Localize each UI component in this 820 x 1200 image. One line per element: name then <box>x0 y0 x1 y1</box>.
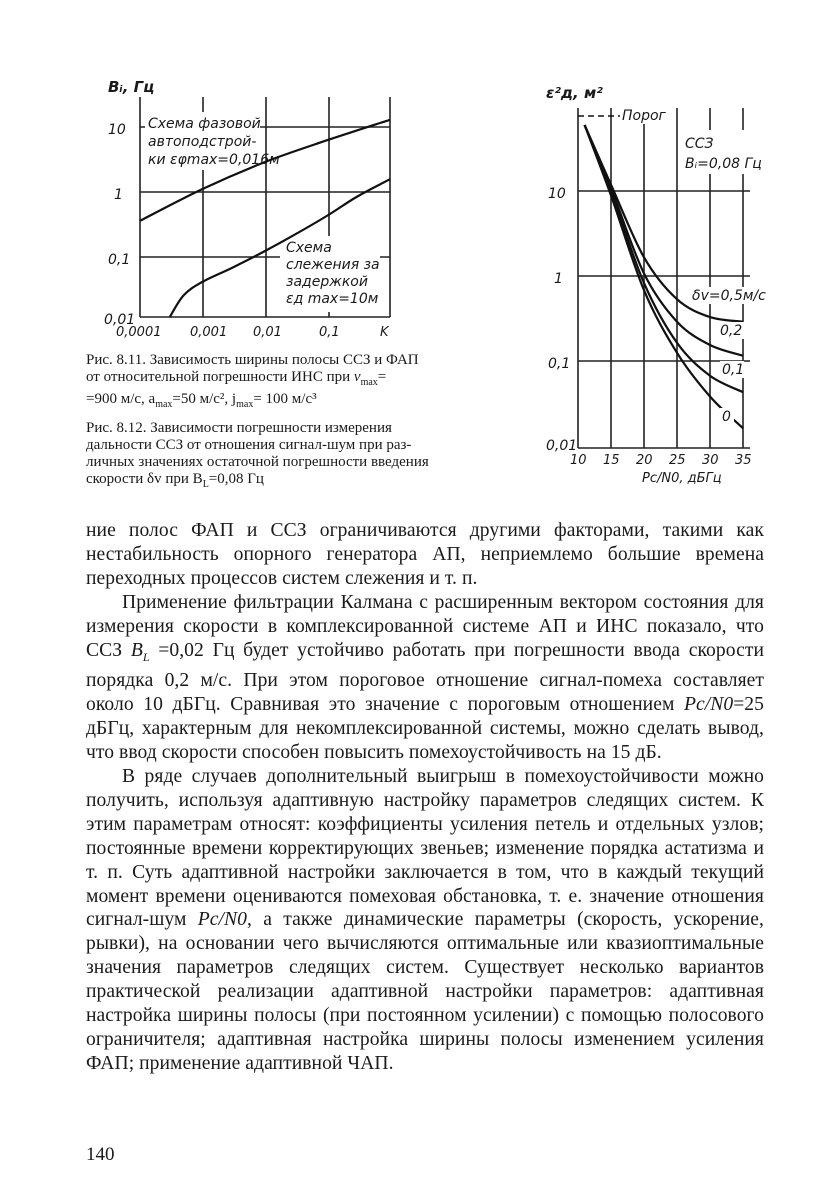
fig812-series-label: 0,2 <box>720 323 743 339</box>
fig812-annotation: Bᵢ=0,08 Гц <box>685 156 762 172</box>
paragraph-text: , а также динамические параметры (скорость, ускорение, рывки), на основании чего вычисляются оптимальные или квазиоптимальные значения параметров следящих систем. Существует несколько вариантов практической реализации адаптивной настройки параметров: адаптивная настройка ширины полосы (при постоянном усилении) с помощью полосового ограничителя; адаптивная настройка ширины полосы изменением усиления ФАП; применение адаптивной ЧАП. <box>86 909 764 1074</box>
paragraph-text: =0,02 Гц будет устойчиво работать при погрешности ввода скорости порядка 0,2 м/с. При этом пороговое отношение сигнал-помеха составляет около 10 дБГц. Сравнивая это значение с пороговым отношением <box>86 639 764 716</box>
caption-line: Рис. 8.11. Зависимость ширины полосы ССЗ и ФАП <box>86 352 419 368</box>
caption-text: скорости δv при B <box>86 471 203 487</box>
caption-text: = 100 м/с³ <box>253 391 317 407</box>
math-ratio: Pc/N0 <box>197 909 247 931</box>
fig812-ytick: 0,1 <box>548 356 571 372</box>
fig811-xtick: 0,001 <box>190 325 228 340</box>
fig811-ytick: 0,01 <box>104 312 136 328</box>
fig812-ytick: 1 <box>554 271 563 287</box>
caption-line <box>86 471 521 493</box>
caption-sub: max <box>236 399 254 410</box>
caption-line <box>86 369 521 391</box>
fig811-label-line: слежения за <box>286 257 380 273</box>
fig811-label-line: автоподстрой- <box>148 134 257 150</box>
caption-line <box>86 391 521 413</box>
fig812-series-label: 0 <box>722 409 731 425</box>
fig811-xtick: 0,01 <box>253 325 282 340</box>
paragraph-2 <box>86 591 764 765</box>
fig812-xtick: 15 <box>603 453 620 468</box>
caption-var: v <box>353 369 361 385</box>
caption-line: Рис. 8.12. Зависимости погрешности измерения <box>86 420 392 436</box>
fig811-ytick: 1 <box>114 187 123 203</box>
caption-text: =50 м/с², j <box>172 391 237 407</box>
caption-text: = <box>377 369 387 385</box>
caption-text: =900 м/с, a <box>86 391 156 407</box>
fig811-label-line: Схема <box>286 240 332 256</box>
page-number: 140 <box>86 1144 115 1165</box>
caption-sub: max <box>155 399 173 410</box>
fig811-xtick: K <box>380 325 389 340</box>
caption-text: от относительной погрешности ИНС при <box>86 369 351 385</box>
paragraph-text: Применение фильтрации Калмана с расширенным вектором состояния для измерения скорости в комплексированной системе АП и ИНС показало, что ССЗ <box>86 591 764 661</box>
paragraph-text: В ряде случаев дополнительный выигрыш в помехоустойчивости можно получить, используя адаптивную настройку параметров следящих систем. К этим параметрам относят: коэффициенты усиления петель и отдельных узлов; постоянные времени корректирующих звеньев; изменение порядка астатизма и т. п. Суть адаптивной настройки заключается в том, что в каждый текущий момент времени оцениваются помеховая обстановка, т. е. значение отношения сигнал-шум <box>86 765 764 931</box>
caption-line: дальности ССЗ от отношения сигнал-шум при раз- <box>86 437 412 453</box>
fig811-label-line: ки εφmax=0,016м <box>148 152 280 168</box>
fig812-xtick: 10 <box>570 453 587 468</box>
figure-8-12-chart <box>540 78 770 488</box>
fig811-xtick: 0,0001 <box>116 325 162 340</box>
fig811-label-line: εд max=10м <box>286 291 379 307</box>
fig811-series-label-1 <box>145 112 280 170</box>
fig811-series-label-2 <box>280 236 380 312</box>
fig811-ytick: 10 <box>108 122 126 138</box>
caption-line: личных значениях остаточной погрешности введения <box>86 454 429 470</box>
figure-8-12-caption <box>86 420 521 493</box>
fig812-threshold-label: Порог <box>622 108 666 124</box>
fig812-series-label: δv=0,5м/с <box>692 288 766 304</box>
paragraph-3 <box>86 765 764 1076</box>
math-ratio: Pc/N0 <box>683 694 734 716</box>
fig812-ytick: 10 <box>548 186 566 202</box>
fig812-xtick: 25 <box>669 453 686 468</box>
fig812-xtick: 35 <box>735 453 752 468</box>
caption-text: =0,08 Гц <box>208 471 264 487</box>
fig812-annotation: ССЗ <box>685 136 714 152</box>
fig811-ytick: 0,1 <box>108 252 131 268</box>
paragraph-1: ние полос ФАП и ССЗ ограничиваются другими факторами, такими как нестабильность опорного генератора АП, неприемлемо большие времена переходных процессов систем слежения и т. п. <box>86 520 764 589</box>
caption-sub: L <box>202 479 209 490</box>
fig811-label-line: Схема фазовой <box>148 116 261 132</box>
paragraph-text: =25 дБГц, характерным для некомплексированной системы, можно сделать вывод, что ввод скорости способен повысить помехоустойчивость на 15 дБ. <box>86 694 764 764</box>
fig811-ylabel: Bᵢ, Гц <box>108 78 155 96</box>
body-text <box>86 519 764 1076</box>
math-var: B <box>130 639 143 661</box>
caption-sub: max <box>360 377 378 388</box>
fig811-label-line: задержкой <box>286 274 368 290</box>
fig811-xtick: 0,1 <box>319 325 340 340</box>
fig812-xtick: 20 <box>636 453 653 468</box>
figure-8-11-chart <box>90 72 400 342</box>
math-sub: L <box>142 649 150 664</box>
fig812-ytick: 0,01 <box>546 438 578 454</box>
fig812-xtick: 30 <box>702 453 719 468</box>
fig812-series-label: 0,1 <box>722 362 745 378</box>
figure-8-11-caption <box>86 352 521 413</box>
fig812-xlabel: Pc/N0, дБГц <box>642 471 722 486</box>
fig812-ylabel: ε²д, м² <box>546 84 603 102</box>
